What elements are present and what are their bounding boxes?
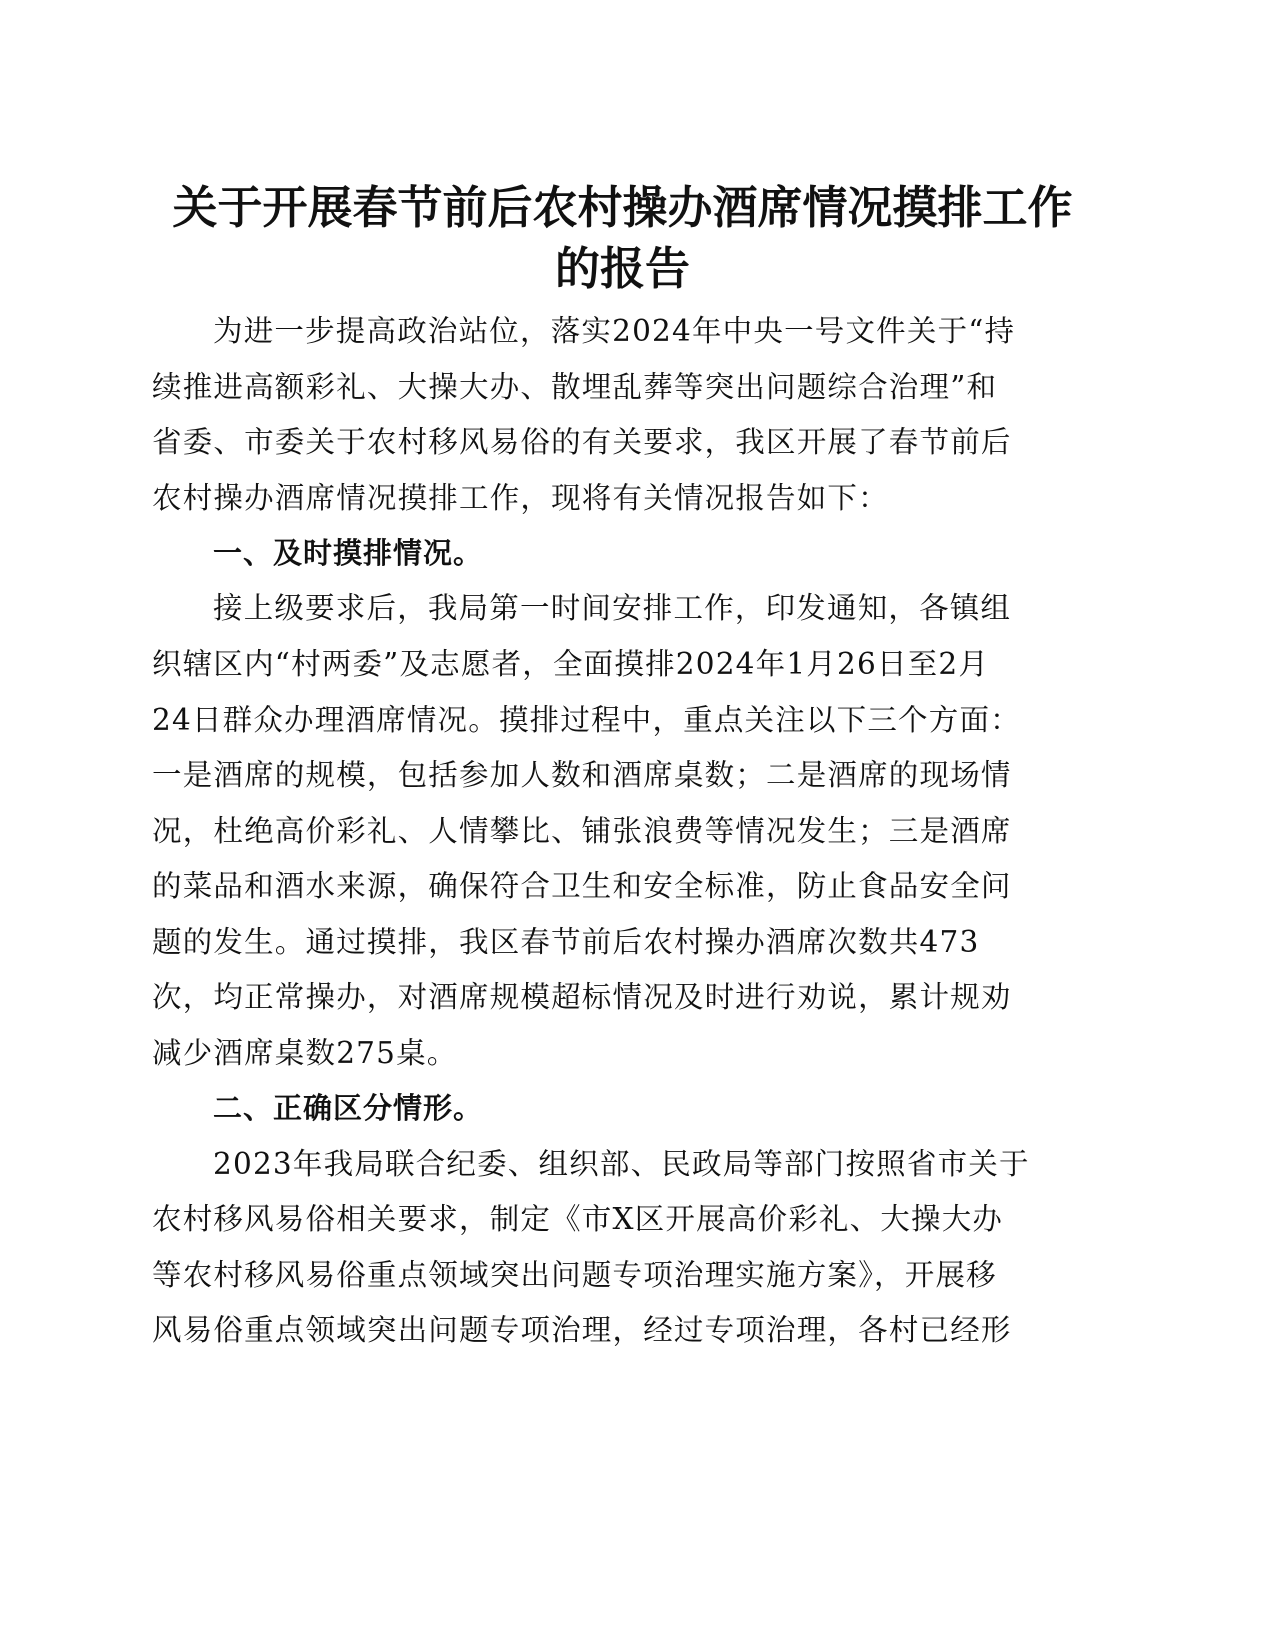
section-1-line-5: 况，杜绝高价彩礼、人情攀比、铺张浪费等情况发生；三是酒席 [152, 814, 1012, 848]
intro-line-3: 省委、市委关于农村移风易俗的有关要求，我区开展了春节前后 [152, 425, 1012, 459]
section-1-line-7: 题的发生。通过摸排，我区春节前后农村操办酒席次数共473 [152, 925, 980, 959]
section-1-line-4: 一是酒席的规模，包括参加人数和酒席桌数；二是酒席的现场情 [152, 758, 1012, 792]
section-1-line-9: 减少酒席桌数275桌。 [152, 1036, 458, 1070]
section-1-heading: 一、及时摸排情况。 [213, 536, 484, 570]
section-2-line-4: 风易俗重点领域突出问题专项治理，经过专项治理，各村已经形 [152, 1313, 1012, 1347]
section-1-line-8: 次，均正常操办，对酒席规模超标情况及时进行劝说，累计规劝 [152, 980, 1012, 1014]
intro-line-1: 为进一步提高政治站位，落实2024年中央一号文件关于“持 [213, 314, 1016, 348]
intro-line-2: 续推进高额彩礼、大操大办、散埋乱葬等突出问题综合治理”和 [152, 370, 998, 404]
section-1-line-6: 的菜品和酒水来源，确保符合卫生和安全标准，防止食品安全问 [152, 869, 1012, 903]
section-2-line-3: 等农村移风易俗重点领域突出问题专项治理实施方案》，开展移 [152, 1258, 997, 1292]
section-2-line-2: 农村移风易俗相关要求，制定《市X区开展高价彩礼、大操大办 [152, 1202, 1004, 1236]
section-1-line-1: 接上级要求后，我局第一时间安排工作，印发通知，各镇组 [213, 591, 1012, 625]
section-1-line-3: 24日群众办理酒席情况。摸排过程中，重点关注以下三个方面： [152, 703, 1021, 737]
document-title-line-2: 的报告 [554, 242, 690, 295]
document-title-line-1: 关于开展春节前后农村操办酒席情况摸排工作 [172, 181, 1073, 234]
section-1-line-2: 织辖区内“村两委”及志愿者，全面摸排2024年1月26日至2月 [152, 647, 990, 681]
section-2-line-1: 2023年我局联合纪委、组织部、民政局等部门按照省市关于 [213, 1147, 1030, 1181]
intro-line-4: 农村操办酒席情况摸排工作，现将有关情况报告如下： [152, 481, 889, 515]
section-2-heading: 二、正确区分情形。 [213, 1091, 484, 1125]
